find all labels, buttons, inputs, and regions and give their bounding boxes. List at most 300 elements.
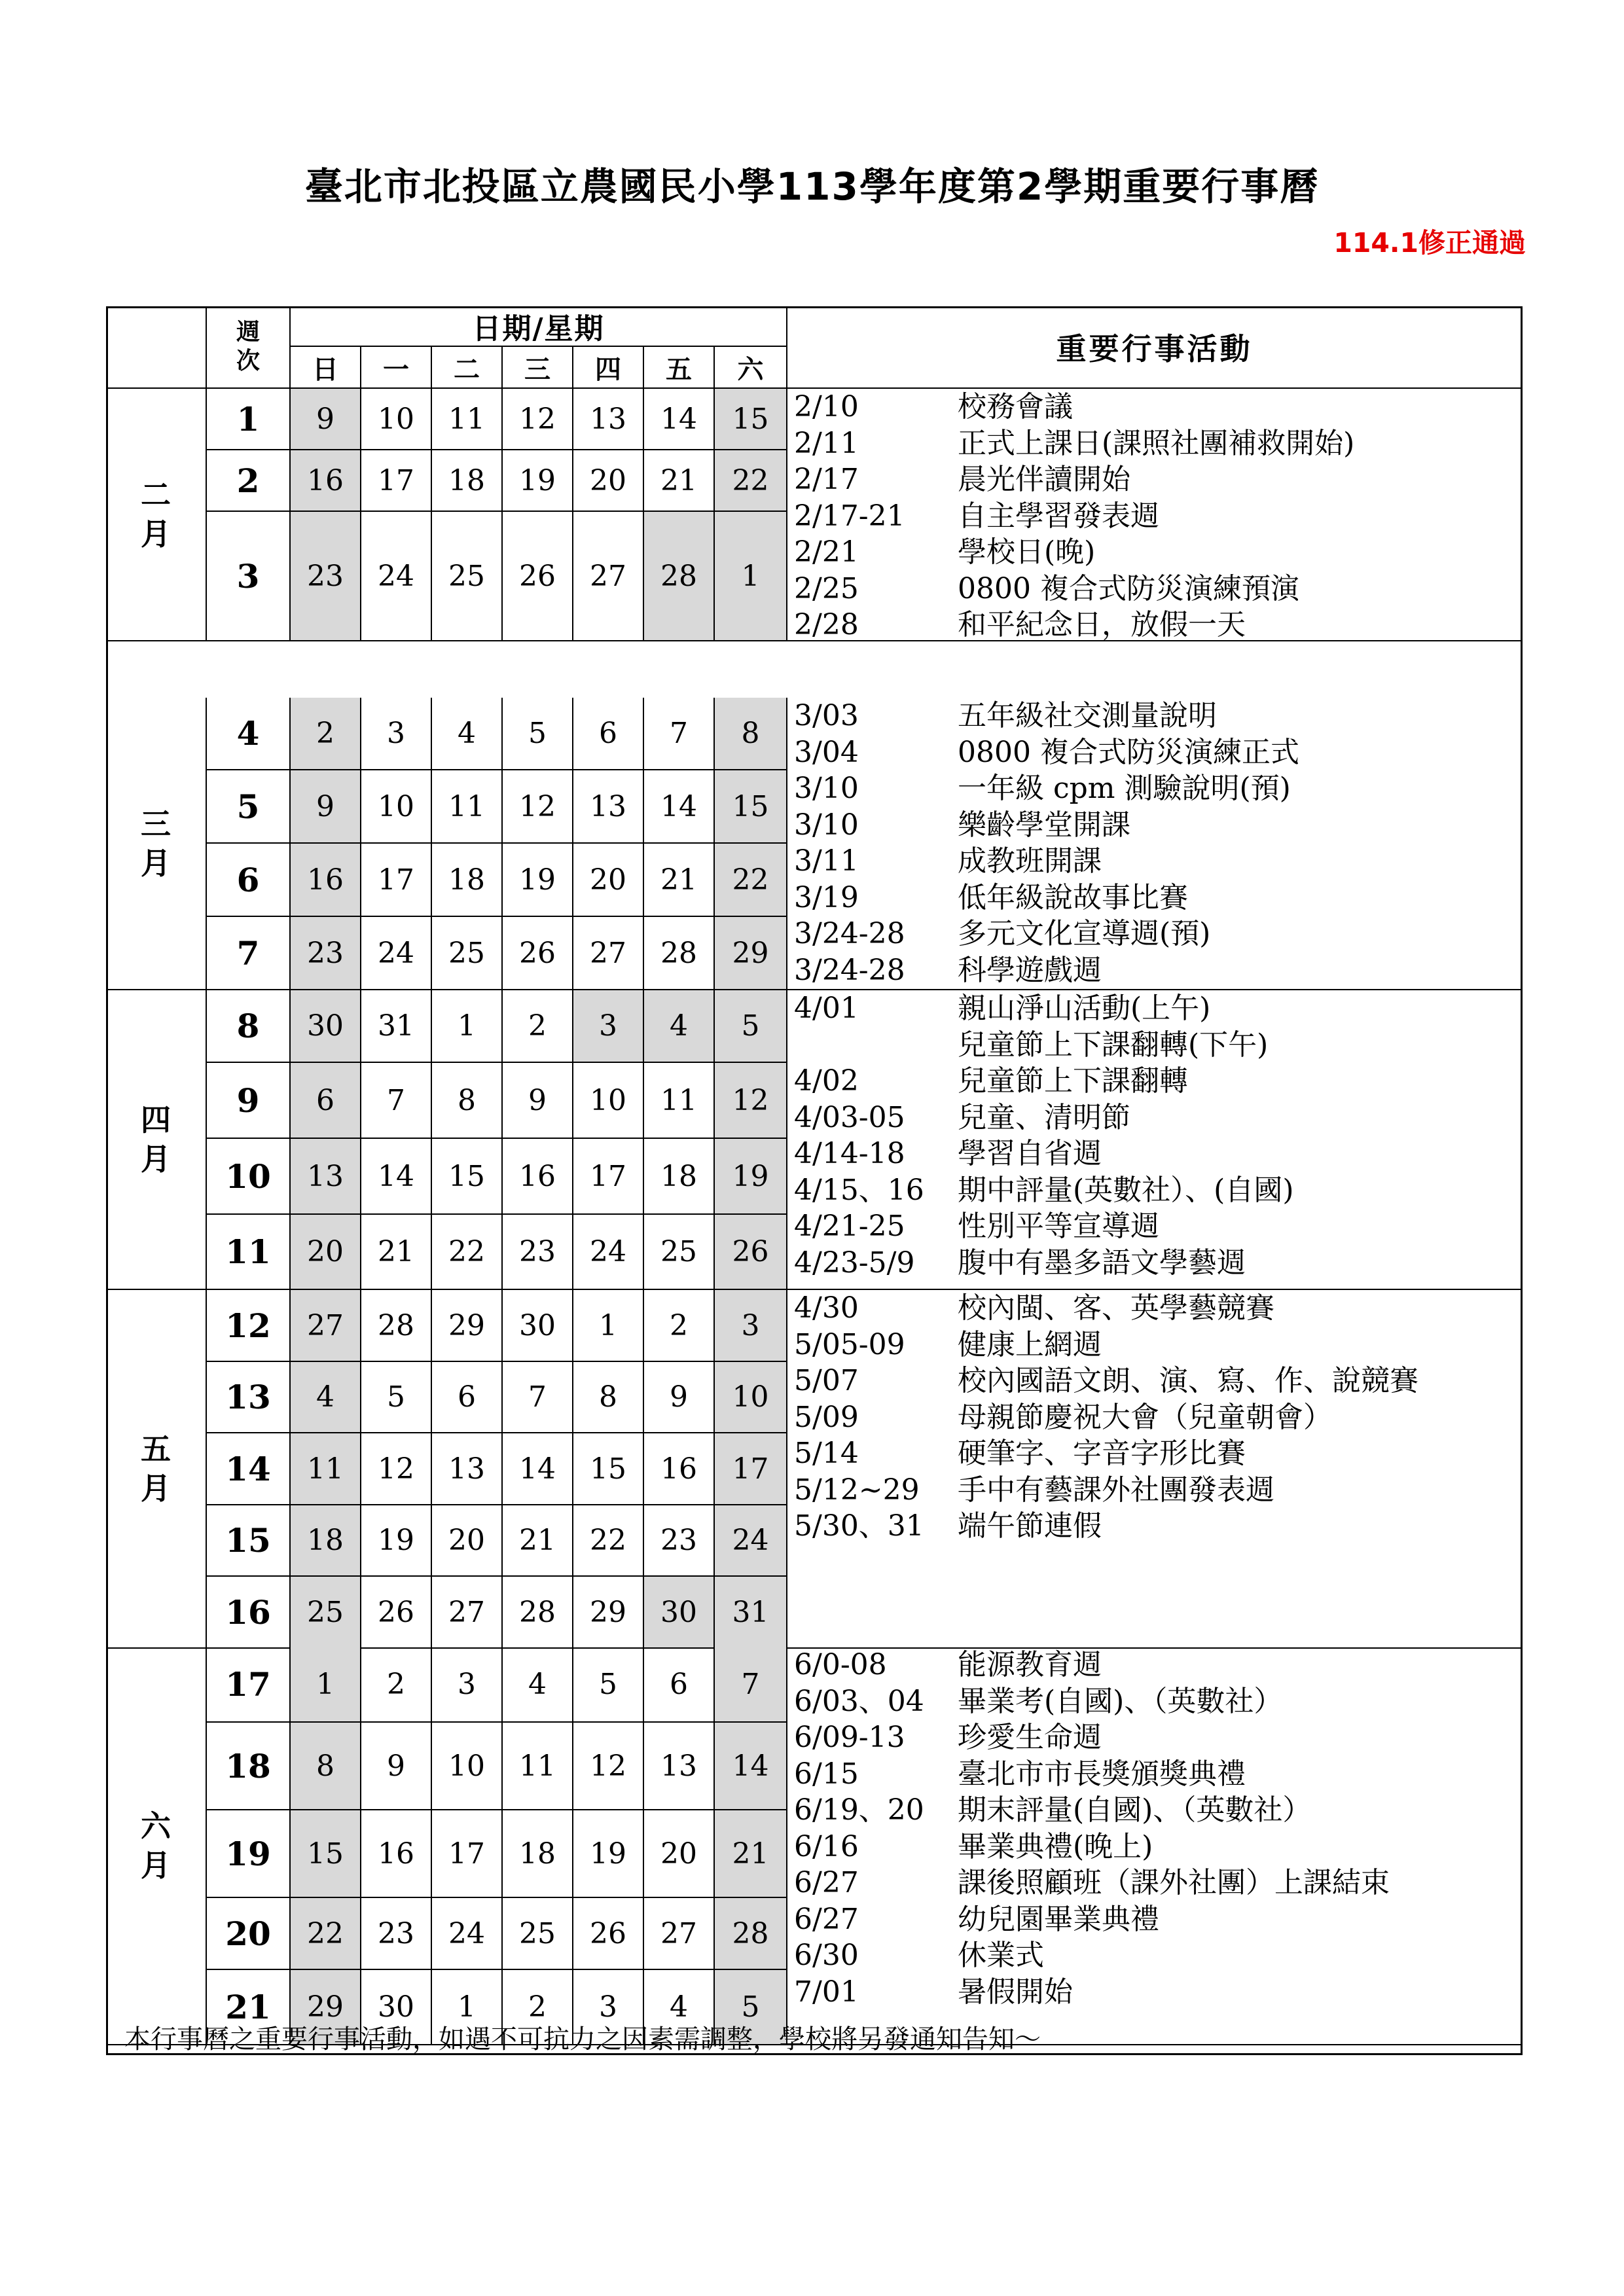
event-date: 6/27	[794, 1902, 859, 1936]
event-text: 和平紀念日，放假一天	[958, 608, 1246, 641]
week-number-cell: 6	[207, 844, 291, 917]
day-cell: 27	[573, 917, 644, 990]
day-cell: 5	[715, 1970, 787, 2045]
day-cell: 7	[715, 1647, 787, 1723]
event-item	[794, 607, 1521, 641]
week-number-cell: 10	[207, 1139, 291, 1215]
event-date: 6/15	[794, 1757, 859, 1791]
day-cell: 23	[644, 1505, 715, 1577]
day-cell: 10	[361, 770, 432, 844]
day-cell: 9	[291, 770, 361, 844]
week-number-cell: 2	[207, 450, 291, 512]
week-number-cell: 5	[207, 770, 291, 844]
event-text: 暑假開始	[958, 1975, 1073, 2009]
day-cell: 22	[291, 1898, 361, 1970]
day-cell: 18	[644, 1139, 715, 1215]
event-date: 4/15、16	[794, 1173, 924, 1207]
day-cell: 10	[715, 1362, 787, 1433]
event-text: 畢業考(自國)、（英數社）	[958, 1684, 1283, 1718]
event-text: 科學遊戲週	[958, 953, 1102, 987]
day-cell: 3	[432, 1647, 503, 1723]
event-date: 4/01	[794, 992, 859, 1025]
month-label	[106, 698, 207, 990]
day-cell: 21	[361, 1215, 432, 1290]
event-text: 學習自省週	[958, 1137, 1102, 1170]
event-item	[794, 498, 1521, 535]
day-cell: 28	[715, 1898, 787, 1970]
day-cell: 12	[715, 1063, 787, 1139]
day-cell: 6	[432, 1362, 503, 1433]
day-cell: 7	[644, 698, 715, 770]
event-text: 樂齡學堂開課	[958, 808, 1130, 842]
day-cell: 7	[503, 1362, 573, 1433]
event-item	[794, 952, 1521, 989]
event-item	[794, 1829, 1521, 1865]
event-date: 5/09	[794, 1400, 859, 1434]
event-text: 臺北市市長獎頒獎典禮	[958, 1757, 1246, 1791]
day-cell: 30	[361, 1970, 432, 2045]
day-cell: 15	[573, 1433, 644, 1505]
day-cell: 16	[291, 844, 361, 917]
month-label-unit: 月	[141, 845, 171, 881]
month-label	[106, 1290, 207, 1649]
event-date: 3/03	[794, 699, 859, 732]
event-text: 五年級社交測量說明	[958, 699, 1217, 732]
event-text: 校內閩、客、英學藝競賽	[958, 1291, 1274, 1325]
day-cell: 4	[503, 1647, 573, 1723]
day-cell: 1	[432, 1970, 503, 2045]
day-cell: 20	[644, 1810, 715, 1898]
day-cell: 21	[644, 844, 715, 917]
weekday-header-cell: 五	[644, 347, 715, 389]
event-date: 4/03-05	[794, 1100, 905, 1134]
week-number-header	[207, 306, 291, 389]
event-text: 性別平等宣導週	[958, 1210, 1159, 1243]
day-cell: 23	[361, 1898, 432, 1970]
week-number-cell: 1	[207, 389, 291, 450]
day-cell: 4	[291, 1362, 361, 1433]
event-date: 2/21	[794, 535, 859, 569]
event-item	[794, 807, 1521, 844]
event-date: 6/27	[794, 1866, 859, 1899]
event-text: 多元文化宣導週(預)	[958, 917, 1211, 950]
day-cell: 19	[573, 1810, 644, 1898]
month-label-number: 二	[141, 477, 171, 512]
day-cell: 17	[361, 844, 432, 917]
day-cell: 26	[573, 1898, 644, 1970]
event-item	[794, 1974, 1521, 2011]
month-label	[106, 1647, 207, 2045]
event-date: 3/11	[794, 844, 859, 878]
calendar-table	[106, 306, 1523, 2055]
day-cell: 5	[715, 990, 787, 1063]
event-item	[794, 1508, 1521, 1545]
day-cell: 11	[291, 1433, 361, 1505]
day-cell: 2	[503, 1970, 573, 2045]
week-header-bottom: 次	[236, 348, 260, 374]
day-cell: 24	[361, 512, 432, 641]
day-cell: 23	[291, 917, 361, 990]
day-cell: 3	[573, 990, 644, 1063]
event-text: 0800 複合式防災演練正式	[958, 735, 1299, 769]
day-cell: 26	[715, 1215, 787, 1290]
event-date: 6/09-13	[794, 1721, 905, 1754]
week-number-cell: 11	[207, 1215, 291, 1290]
day-cell: 21	[644, 450, 715, 512]
event-item	[794, 734, 1521, 771]
event-date: 6/16	[794, 1829, 859, 1863]
day-cell: 22	[573, 1505, 644, 1577]
day-cell: 16	[644, 1433, 715, 1505]
day-cell: 20	[291, 1215, 361, 1290]
day-cell: 9	[644, 1362, 715, 1433]
month-label-unit: 月	[141, 1847, 171, 1883]
event-item	[794, 1399, 1521, 1436]
day-cell: 4	[644, 1970, 715, 2045]
day-cell: 22	[715, 450, 787, 512]
event-date: 4/23-5/9	[794, 1246, 915, 1280]
month-label-unit: 月	[141, 1471, 171, 1506]
weekday-header-cell: 二	[432, 347, 503, 389]
day-cell: 12	[573, 1723, 644, 1810]
event-date: 6/30	[794, 1939, 859, 1972]
week-number-cell: 18	[207, 1723, 291, 1810]
week-number-cell: 17	[207, 1647, 291, 1723]
event-date: 6/0-08	[794, 1648, 887, 1681]
event-item	[794, 1865, 1521, 1901]
event-date: 5/12~29	[794, 1473, 920, 1507]
day-cell: 30	[291, 990, 361, 1063]
events-header: 重要行事活動	[787, 306, 1523, 389]
event-text: 珍愛生命週	[958, 1721, 1102, 1754]
day-cell: 21	[715, 1810, 787, 1898]
day-cell: 17	[432, 1810, 503, 1898]
day-cell: 5	[503, 698, 573, 770]
day-cell: 4	[432, 698, 503, 770]
event-item	[794, 990, 1521, 1027]
day-cell: 24	[573, 1215, 644, 1290]
week-number-cell: 8	[207, 990, 291, 1063]
day-cell: 15	[715, 770, 787, 844]
event-text: 腹中有墨多語文學藝週	[958, 1246, 1246, 1280]
day-cell: 10	[432, 1723, 503, 1810]
day-cell: 22	[432, 1215, 503, 1290]
month-label-number: 五	[141, 1431, 171, 1467]
event-date: 3/10	[794, 772, 859, 805]
event-text: 晨光伴讀開始	[958, 463, 1130, 496]
day-cell: 29	[573, 1577, 644, 1649]
day-cell: 25	[432, 512, 503, 641]
event-item	[794, 1290, 1521, 1327]
event-item	[794, 1245, 1521, 1282]
event-date: 3/24-28	[794, 917, 905, 950]
day-cell: 13	[573, 389, 644, 450]
event-text: 休業式	[958, 1939, 1044, 1972]
day-cell: 20	[573, 450, 644, 512]
day-cell: 14	[503, 1433, 573, 1505]
day-cell: 15	[432, 1139, 503, 1215]
day-cell: 17	[361, 450, 432, 512]
event-date: 2/25	[794, 571, 859, 605]
event-date: 4/14-18	[794, 1137, 905, 1170]
day-cell: 13	[432, 1433, 503, 1505]
event-item	[794, 880, 1521, 916]
day-cell: 22	[715, 844, 787, 917]
day-cell: 9	[291, 389, 361, 450]
month-label-unit: 月	[141, 1141, 171, 1177]
month-label-number: 三	[141, 806, 171, 842]
event-item	[794, 1027, 1521, 1064]
day-cell: 9	[361, 1723, 432, 1810]
day-cell: 8	[715, 698, 787, 770]
day-cell: 11	[432, 770, 503, 844]
event-date: 7/01	[794, 1975, 859, 2009]
day-cell: 18	[503, 1810, 573, 1898]
day-cell: 28	[361, 1290, 432, 1362]
day-cell: 26	[503, 917, 573, 990]
event-date: 3/04	[794, 735, 859, 769]
day-cell: 12	[503, 770, 573, 844]
event-date: 6/03、04	[794, 1684, 924, 1718]
day-cell: 14	[715, 1723, 787, 1810]
day-cell: 25	[644, 1215, 715, 1290]
events-cell	[787, 389, 1523, 641]
day-cell: 23	[291, 512, 361, 641]
day-cell: 6	[573, 698, 644, 770]
day-cell: 9	[503, 1063, 573, 1139]
event-text: 期中評量(英數社）、(自國)	[958, 1173, 1294, 1207]
event-date: 2/10	[794, 390, 859, 423]
day-cell: 28	[644, 512, 715, 641]
day-cell: 7	[361, 1063, 432, 1139]
day-cell: 24	[361, 917, 432, 990]
day-cell: 29	[715, 917, 787, 990]
day-cell: 16	[503, 1139, 573, 1215]
event-item	[794, 1100, 1521, 1136]
day-cell: 2	[644, 1290, 715, 1362]
day-cell: 6	[644, 1647, 715, 1723]
day-cell: 18	[432, 844, 503, 917]
event-date: 4/30	[794, 1291, 859, 1325]
event-item	[794, 916, 1521, 952]
event-text: 畢業典禮(晚上)	[958, 1829, 1153, 1863]
event-date: 2/17-21	[794, 499, 905, 533]
day-cell: 1	[573, 1290, 644, 1362]
event-text: 校內國語文朗、演、寫、作、說競賽	[958, 1364, 1418, 1397]
day-cell: 19	[503, 844, 573, 917]
event-date: 5/05-09	[794, 1327, 905, 1361]
event-item	[794, 1063, 1521, 1100]
events-cell	[787, 1290, 1523, 1649]
event-text: 一年級 cpm 測驗說明(預)	[958, 772, 1291, 805]
day-cell: 28	[644, 917, 715, 990]
month-label	[106, 990, 207, 1290]
event-date: 3/19	[794, 880, 859, 914]
event-text: 低年級說故事比賽	[958, 880, 1188, 914]
event-item	[794, 1901, 1521, 1938]
event-text: 正式上課日(課照社團補救開始)	[958, 426, 1355, 460]
day-cell: 8	[573, 1362, 644, 1433]
event-item	[794, 1172, 1521, 1209]
day-cell: 27	[432, 1577, 503, 1649]
day-cell: 1	[715, 512, 787, 641]
day-cell: 26	[361, 1577, 432, 1649]
day-cell: 16	[361, 1810, 432, 1898]
day-cell: 3	[361, 698, 432, 770]
day-cell: 14	[361, 1139, 432, 1215]
day-cell: 11	[503, 1723, 573, 1810]
event-date: 4/02	[794, 1064, 859, 1098]
day-cell: 2	[503, 990, 573, 1063]
event-text: 成教班開課	[958, 844, 1102, 878]
event-date: 5/07	[794, 1364, 859, 1397]
day-cell: 10	[573, 1063, 644, 1139]
month-label	[106, 389, 207, 641]
day-cell: 13	[573, 770, 644, 844]
day-cell: 29	[291, 1970, 361, 2045]
event-item	[794, 1647, 1521, 1683]
day-cell: 17	[715, 1433, 787, 1505]
event-text: 端午節連假	[958, 1509, 1102, 1543]
day-cell: 30	[644, 1577, 715, 1649]
week-number-cell: 13	[207, 1362, 291, 1433]
day-cell: 4	[644, 990, 715, 1063]
week-number-cell: 21	[207, 1970, 291, 2045]
event-date: 2/17	[794, 463, 859, 496]
day-cell: 27	[291, 1290, 361, 1362]
event-text: 0800 複合式防災演練預演	[958, 571, 1299, 605]
event-text: 期末評量(自國)、（英數社）	[958, 1793, 1312, 1827]
event-item	[794, 1719, 1521, 1756]
day-cell: 8	[291, 1723, 361, 1810]
day-cell: 18	[432, 450, 503, 512]
event-text: 兒童節上下課翻轉(下午)	[958, 1028, 1269, 1062]
event-text: 硬筆字、字音字形比賽	[958, 1437, 1246, 1470]
month-label-number: 六	[141, 1808, 171, 1844]
week-number-cell: 14	[207, 1433, 291, 1505]
day-cell: 20	[432, 1505, 503, 1577]
week-number-cell: 20	[207, 1898, 291, 1970]
event-text: 能源教育週	[958, 1648, 1102, 1681]
month-label-number: 四	[141, 1102, 171, 1138]
day-cell: 11	[644, 1063, 715, 1139]
day-cell: 2	[361, 1647, 432, 1723]
event-date: 3/10	[794, 808, 859, 842]
event-item	[794, 1472, 1521, 1509]
day-cell: 11	[432, 389, 503, 450]
day-cell: 14	[644, 770, 715, 844]
event-date: 6/19、20	[794, 1793, 924, 1827]
day-cell: 17	[573, 1139, 644, 1215]
day-cell: 14	[644, 389, 715, 450]
event-text: 健康上網週	[958, 1327, 1102, 1361]
weekday-header-cell: 一	[361, 347, 432, 389]
day-cell: 5	[361, 1362, 432, 1433]
week-number-cell: 15	[207, 1505, 291, 1577]
day-cell: 25	[432, 917, 503, 990]
day-cell: 3	[573, 1970, 644, 2045]
day-cell: 26	[503, 512, 573, 641]
event-text: 兒童節上下課翻轉	[958, 1064, 1188, 1098]
event-text: 學校日(晚)	[958, 535, 1096, 569]
event-item	[794, 1208, 1521, 1245]
day-cell: 21	[503, 1505, 573, 1577]
week-number-cell: 19	[207, 1810, 291, 1898]
event-date: 5/30、31	[794, 1509, 924, 1543]
day-cell: 1	[291, 1647, 361, 1723]
day-cell: 15	[715, 389, 787, 450]
event-item	[794, 534, 1521, 571]
event-date: 2/11	[794, 426, 859, 460]
footer-note: 本行事曆之重要行事活動，如遇不可抗力之因素需調整，學校將另發通知告知～	[124, 2024, 1041, 2054]
weekday-header-cell: 三	[503, 347, 573, 389]
week-number-cell: 7	[207, 917, 291, 990]
day-cell: 19	[715, 1139, 787, 1215]
event-item	[794, 843, 1521, 880]
day-cell: 12	[503, 389, 573, 450]
revision-note: 114.1修正通過	[1333, 227, 1526, 259]
events-cell	[787, 1647, 1523, 2045]
event-text: 自主學習發表週	[958, 499, 1159, 533]
date-weekday-header: 日期/星期	[291, 306, 787, 347]
day-cell: 13	[291, 1139, 361, 1215]
day-cell: 2	[291, 698, 361, 770]
day-cell: 10	[361, 389, 432, 450]
event-text: 手中有藝課外社團發表週	[958, 1473, 1274, 1507]
day-cell: 25	[503, 1898, 573, 1970]
day-cell: 3	[715, 1290, 787, 1362]
event-item	[794, 389, 1521, 425]
event-text: 兒童、清明節	[958, 1100, 1130, 1134]
week-number-cell: 4	[207, 698, 291, 770]
day-cell: 24	[432, 1898, 503, 1970]
event-item	[794, 571, 1521, 607]
event-date: 2/28	[794, 608, 859, 641]
day-cell: 16	[291, 450, 361, 512]
event-item	[794, 425, 1521, 462]
event-text: 母親節慶祝大會（兒童朝會）	[958, 1400, 1332, 1434]
day-cell: 28	[503, 1577, 573, 1649]
day-cell: 29	[432, 1290, 503, 1362]
day-cell: 1	[432, 990, 503, 1063]
day-cell: 19	[503, 450, 573, 512]
event-item	[794, 1792, 1521, 1829]
event-item	[794, 1937, 1521, 1974]
event-text: 幼兒園畢業典禮	[958, 1902, 1159, 1936]
day-cell: 12	[361, 1433, 432, 1505]
day-cell: 5	[573, 1647, 644, 1723]
weekday-header-cell: 四	[573, 347, 644, 389]
day-cell: 27	[573, 512, 644, 641]
week-number-cell: 3	[207, 512, 291, 641]
day-cell: 31	[361, 990, 432, 1063]
event-text: 課後照顧班（課外社團）上課結束	[958, 1866, 1390, 1899]
day-cell: 15	[291, 1810, 361, 1898]
event-date: 4/21-25	[794, 1210, 905, 1243]
page-title: 臺北市北投區立農國民小學113學年度第2學期重要行事曆	[304, 164, 1320, 209]
event-item	[794, 1327, 1521, 1363]
event-text: 校務會議	[958, 390, 1073, 423]
week-header-top: 週	[236, 319, 260, 346]
day-cell: 13	[644, 1723, 715, 1810]
event-item	[794, 1136, 1521, 1172]
day-cell: 31	[715, 1577, 787, 1649]
day-cell: 27	[644, 1898, 715, 1970]
day-cell: 25	[291, 1577, 361, 1649]
month-label-unit: 月	[141, 516, 171, 552]
day-cell: 6	[291, 1063, 361, 1139]
event-item	[794, 1683, 1521, 1720]
